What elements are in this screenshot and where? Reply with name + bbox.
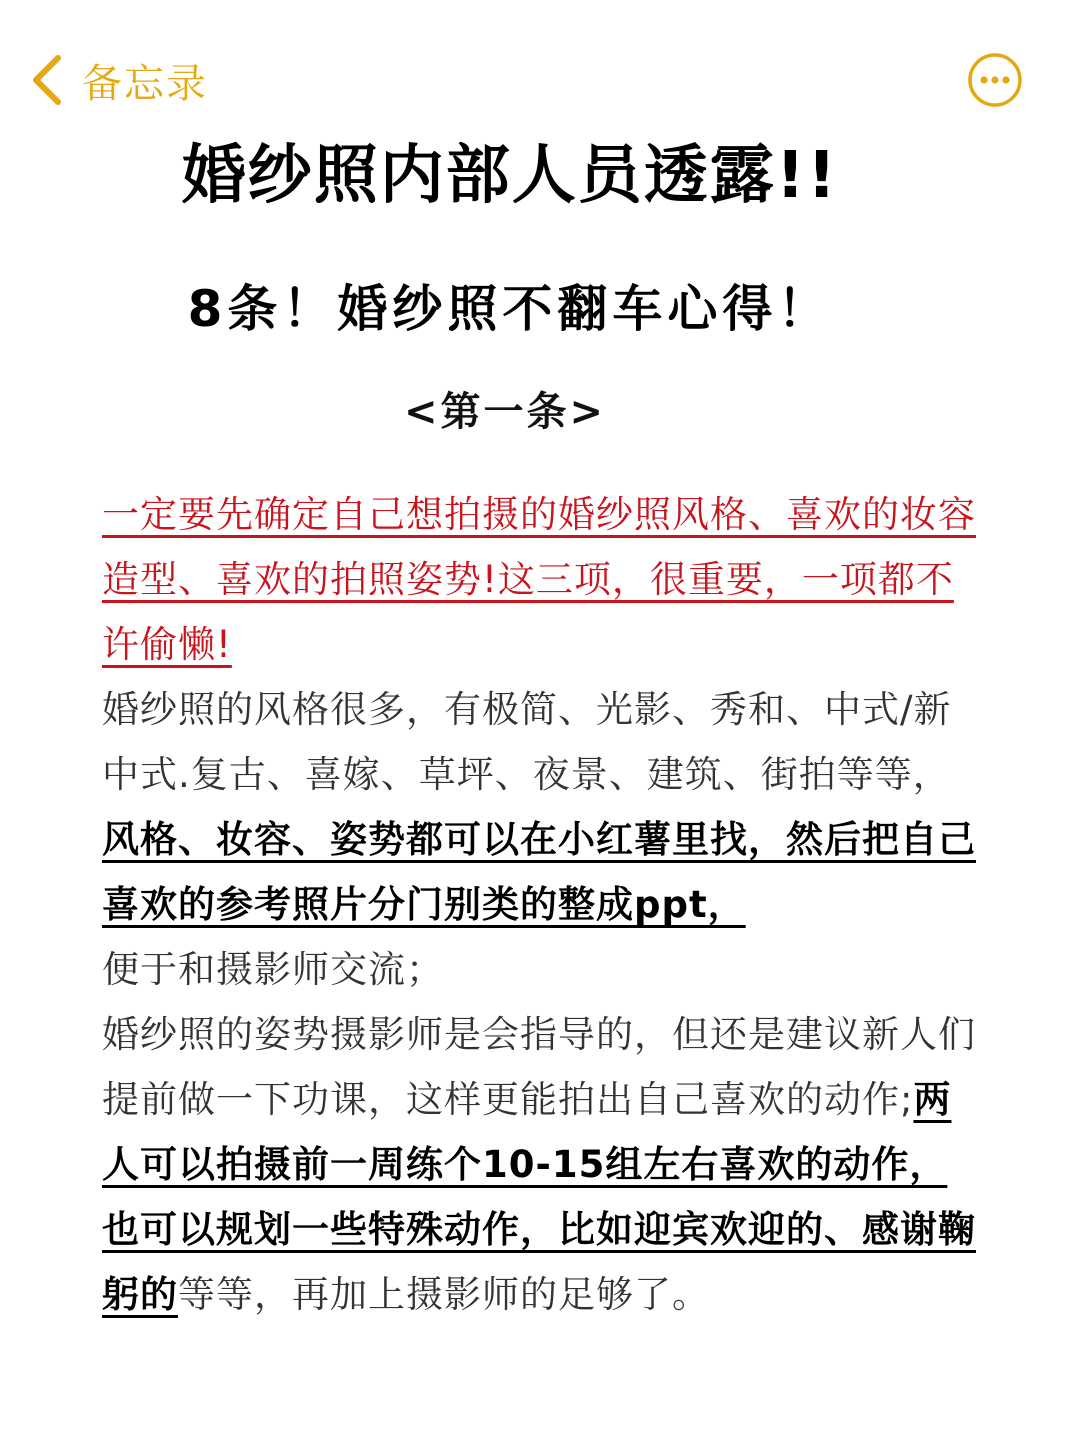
back-label: 备忘录 xyxy=(82,60,208,107)
section-heading: <第一条> xyxy=(403,389,607,435)
pose-text: 婚纱照的姿势摄影师是会指导的，但还是建议新人们提前做一下功课，这样更能拍出自己喜欢的动作; xyxy=(102,1013,976,1121)
page-subtitle: 8条！婚纱照不翻车心得！ xyxy=(187,280,833,338)
more-button[interactable] xyxy=(967,52,1023,108)
style-paragraph xyxy=(102,677,982,1002)
chevron-left-icon xyxy=(30,54,64,106)
page-title: 婚纱照内部人员透露!! xyxy=(181,139,839,213)
pose-paragraph xyxy=(102,1002,982,1327)
pose-bold-text: 两人可以拍摄前一周练个10-15组左右喜欢的动作，也可以规划一些特殊动作，比如迎宾欢迎的、感谢鞠躬的 xyxy=(102,1078,976,1316)
red-highlight-text: 一定要先确定自己想拍摄的婚纱照风格、喜欢的妆容造型、喜欢的拍照姿势!这三项，很重要，一项都不许偷懒! xyxy=(102,493,976,666)
red-paragraph xyxy=(102,482,982,677)
style-text: 婚纱照的风格很多，有极简、光影、秀和、中式/新中式.复古、喜嫁、草坪、夜景、建筑、街拍等等， xyxy=(102,688,952,796)
ellipsis-circle-icon xyxy=(967,52,1023,108)
pose-text-end: 等等，再加上摄影师的足够了。 xyxy=(178,1273,710,1316)
note-body xyxy=(102,482,982,1327)
back-button[interactable] xyxy=(30,50,208,110)
style-text-end: 便于和摄影师交流； xyxy=(102,948,444,991)
style-bold-text: 风格、妆容、姿势都可以在小红薯里找，然后把自己喜欢的参考照片分门别类的整成ppt， xyxy=(102,818,976,926)
